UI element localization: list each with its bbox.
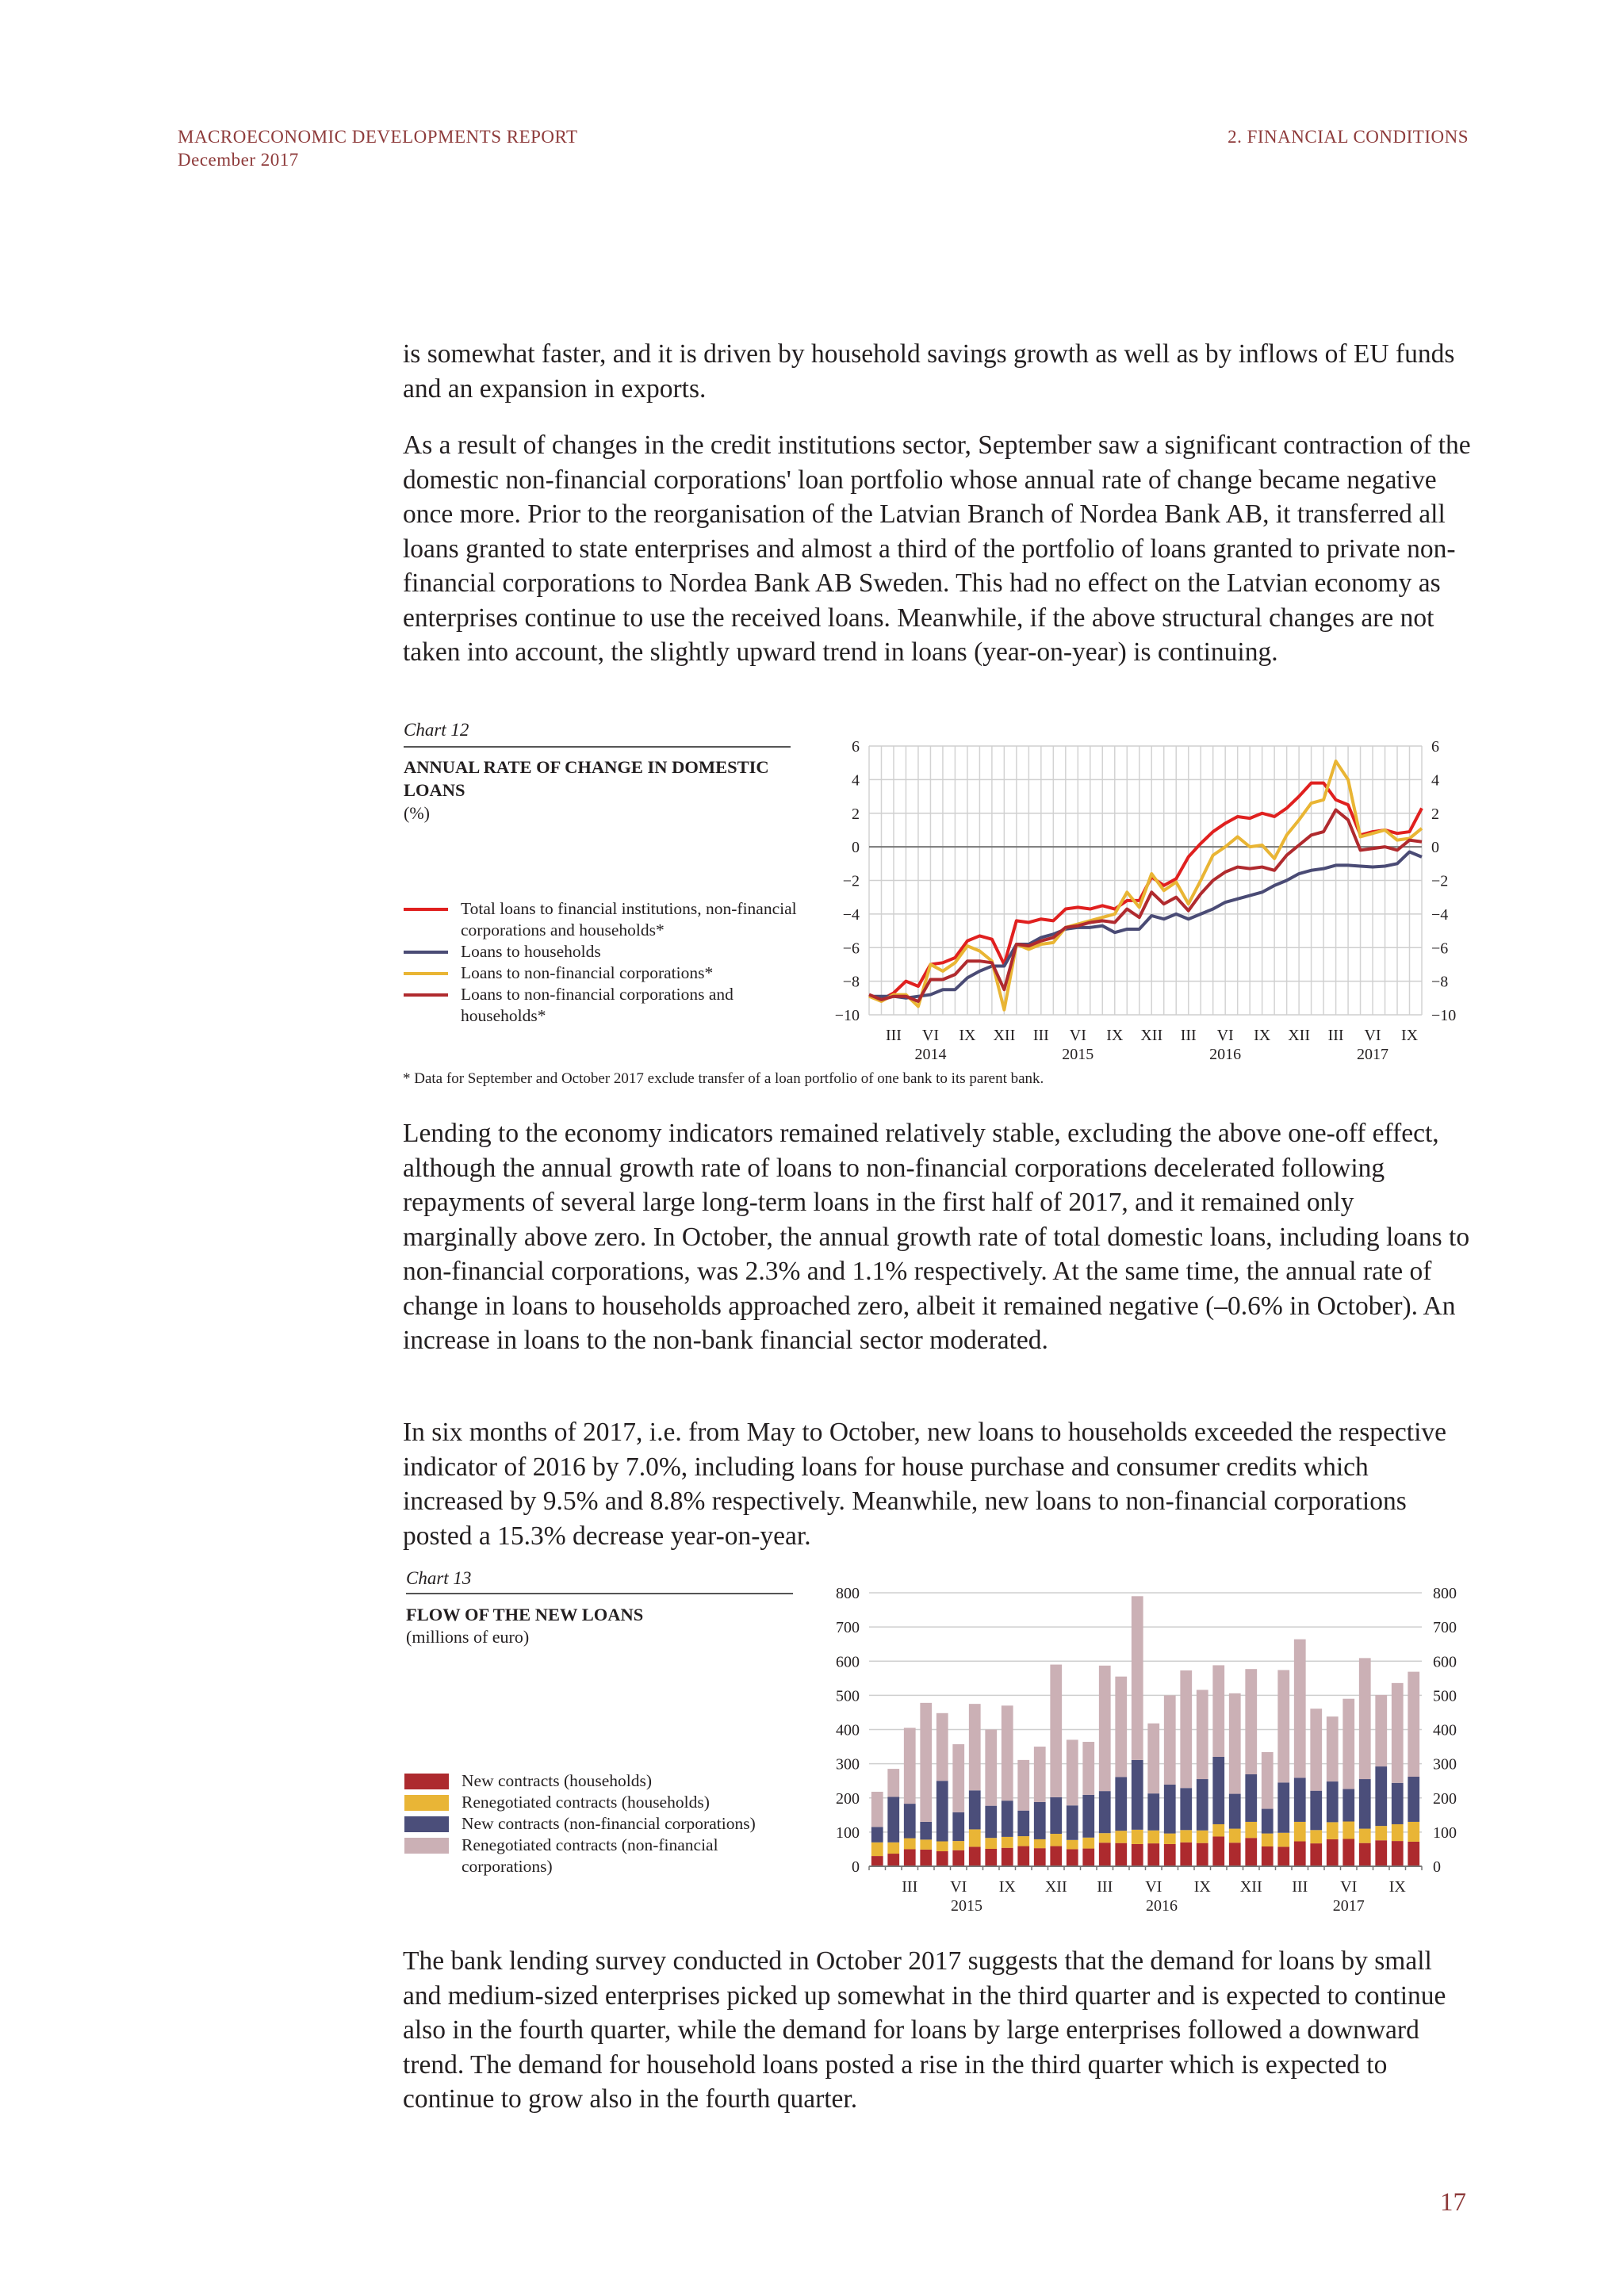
paragraph: is somewhat faster, and it is driven by household savings growth as well as by inflows of EU funds and an expansion in exports. <box>403 339 1455 404</box>
y-tick-label-right: −2 <box>1431 872 1449 890</box>
x-tick-label: IX <box>1400 1027 1419 1044</box>
x-tick-label: XII <box>1288 1027 1310 1044</box>
legend-swatch <box>404 908 448 911</box>
bar-segment <box>1050 1665 1062 1797</box>
paragraph: Lending to the economy indicators remained relatively stable, excluding the above one-off effect, although the annual growth rate of loans to non-financial corporations decelerated following repayments of several large long-term loans in the first half of 2017, and it remained only marginally above zero. In October, the annual growth rate of total domestic loans, including loans to non-financial corporations, was 2.3% and 1.1% respectively. At the same time, the annual rate of change in loans to households approached zero, albeit it remained negative (–0.6% in October). An increase in loans to the non-bank financial sector moderated. <box>403 1119 1470 1355</box>
legend-label: Total loans to financial institutions, non-financial corporations and households* <box>461 899 797 939</box>
bar-segment <box>1408 1777 1419 1822</box>
y-tick-label-right: −6 <box>1431 939 1449 958</box>
y-tick-label-left: −6 <box>842 939 860 958</box>
chart-13-title: FLOW OF THE NEW LOANS <box>406 1605 644 1624</box>
x-tick-label: III <box>885 1027 902 1044</box>
bar-segment <box>952 1841 964 1850</box>
chart-12-footnote: * Data for September and October 2017 exclude transfer of a loan portfolio of one bank to its parent bank. <box>403 1070 1044 1087</box>
x-tick-label: XII <box>993 1027 1016 1044</box>
bar-segment <box>1034 1802 1046 1839</box>
x-tick-label: III <box>1032 1027 1049 1044</box>
bar-segment <box>1197 1831 1208 1843</box>
bar-segment <box>1164 1834 1176 1844</box>
bar-segment <box>1294 1842 1306 1866</box>
x-tick-label: IX <box>1193 1878 1211 1896</box>
bar-segment <box>1359 1779 1371 1829</box>
y-tick-label-right: 600 <box>1433 1653 1457 1671</box>
bar-segment <box>1017 1836 1029 1846</box>
bar-segment <box>904 1804 916 1839</box>
legend-swatch <box>404 951 448 954</box>
y-tick-label-left: 400 <box>836 1721 860 1739</box>
bar-segment <box>1132 1844 1143 1866</box>
bar-segment <box>887 1797 899 1842</box>
legend-item <box>404 898 800 941</box>
bar-segment <box>1392 1824 1404 1841</box>
bar-segment <box>1310 1709 1322 1791</box>
bar-segment <box>1392 1841 1404 1866</box>
y-tick-label-right: 100 <box>1433 1823 1457 1842</box>
bar-segment <box>920 1822 932 1839</box>
bar-segment <box>1099 1666 1111 1791</box>
bar-segment <box>1359 1843 1371 1866</box>
y-tick-label-left: −8 <box>842 973 860 991</box>
legend-label: Renegotiated contracts (non-financial corporations) <box>462 1835 718 1876</box>
bar-segment <box>1115 1777 1127 1831</box>
y-tick-label-left: −2 <box>842 872 860 890</box>
y-tick-label-right: 0 <box>1433 1858 1441 1876</box>
y-tick-label-left: −4 <box>842 905 860 924</box>
bar-segment <box>1408 1672 1419 1777</box>
chart-13-plot <box>825 1578 1475 1927</box>
bar-segment <box>1310 1791 1322 1831</box>
bar-segment <box>1245 1774 1257 1822</box>
x-tick-label: VI <box>1069 1027 1086 1044</box>
legend-label: New contracts (non-financial corporations) <box>462 1814 756 1833</box>
bar-segment <box>1408 1822 1419 1842</box>
x-tick-label: III <box>1292 1878 1308 1896</box>
bar-segment <box>969 1704 981 1790</box>
bar-segment <box>1375 1766 1387 1826</box>
bar-segment <box>1067 1805 1078 1840</box>
report-title <box>178 125 578 171</box>
bar-segment <box>1277 1846 1289 1866</box>
bar-segment <box>1050 1797 1062 1834</box>
y-tick-label-left: 500 <box>836 1687 860 1705</box>
x-tick-label: IX <box>1254 1027 1271 1044</box>
bar-segment <box>1115 1677 1127 1777</box>
bar-segment <box>920 1839 932 1850</box>
bar-segment <box>887 1843 899 1854</box>
chart-12-plot <box>825 729 1475 1070</box>
bar-segment <box>1342 1839 1354 1867</box>
report-date: December 2017 <box>178 150 299 170</box>
bar-segment <box>1277 1833 1289 1847</box>
x-tick-label: VI <box>1145 1878 1162 1896</box>
bar-segment <box>1294 1822 1306 1842</box>
bar-segment <box>1180 1843 1192 1866</box>
bar-segment <box>920 1703 932 1822</box>
bar-segment <box>1262 1846 1274 1866</box>
bar-segment <box>1147 1724 1159 1793</box>
bar-segment <box>1034 1848 1046 1866</box>
legend-swatch <box>404 993 448 997</box>
x-tick-label: III <box>902 1878 918 1896</box>
bar-segment <box>1034 1747 1046 1802</box>
bar-segment <box>952 1744 964 1812</box>
bar-segment <box>1342 1822 1354 1839</box>
bar-segment <box>920 1850 932 1866</box>
x-tick-label: VI <box>950 1878 967 1896</box>
bar-segment <box>1212 1665 1224 1757</box>
bar-segment <box>1408 1842 1419 1866</box>
legend-item <box>404 1792 801 1813</box>
x-tick-label: III <box>1327 1027 1344 1044</box>
bar-segment <box>985 1806 997 1839</box>
bar-segment <box>969 1829 981 1846</box>
bar-segment <box>985 1730 997 1806</box>
bar-segment <box>1132 1760 1143 1830</box>
legend-item <box>404 1770 801 1792</box>
y-tick-label-left: 4 <box>852 771 860 790</box>
bar-segment <box>1067 1840 1078 1850</box>
bar-segment <box>1212 1824 1224 1837</box>
bar-segment <box>1310 1830 1322 1843</box>
bar-segment <box>936 1713 948 1781</box>
y-tick-label-right: 0 <box>1431 839 1439 857</box>
bar-segment <box>1147 1793 1159 1831</box>
y-tick-label-right: 700 <box>1433 1619 1457 1637</box>
year-label: 2014 <box>914 1046 947 1063</box>
legend-label: New contracts (households) <box>462 1771 653 1790</box>
bar-segment <box>1277 1670 1289 1782</box>
bar-segment <box>1082 1795 1094 1838</box>
y-tick-label-left: 300 <box>836 1755 860 1774</box>
bar-segment <box>1327 1822 1339 1839</box>
bar-segment <box>1147 1831 1159 1843</box>
page-number: 17 <box>1440 2188 1466 2217</box>
bar-segment <box>1164 1785 1176 1834</box>
bar-segment <box>1245 1669 1257 1774</box>
bar-segment <box>1229 1794 1241 1829</box>
bar-segment <box>1099 1791 1111 1833</box>
bar-segment <box>1212 1757 1224 1824</box>
bar-segment <box>1229 1693 1241 1794</box>
y-tick-label-right: 800 <box>1433 1585 1457 1602</box>
bar-segment <box>985 1838 997 1849</box>
chart-12-rule <box>404 746 791 748</box>
year-label: 2015 <box>951 1897 982 1915</box>
bar-segment <box>871 1843 883 1856</box>
y-tick-label-right: 4 <box>1431 771 1439 790</box>
legend-item <box>404 962 800 984</box>
legend-item <box>404 941 800 962</box>
bar-segment <box>1310 1843 1322 1866</box>
bar-segment <box>1180 1830 1192 1843</box>
y-tick-label-right: 400 <box>1433 1721 1457 1739</box>
y-tick-label-right: 6 <box>1431 738 1439 756</box>
bar-segment <box>1082 1849 1094 1866</box>
legend-item <box>404 1835 801 1877</box>
chart-12-legend <box>404 898 800 1027</box>
y-tick-label-left: 0 <box>852 1858 860 1876</box>
report-title-text: MACROECONOMIC DEVELOPMENTS REPORT <box>178 127 578 147</box>
bar-segment <box>1375 1840 1387 1866</box>
y-tick-label-left: 200 <box>836 1789 860 1808</box>
paragraph: In six months of 2017, i.e. from May to October, new loans to households exceeded the respective indicator of 2016 by 7.0%, including loans for house purchase and consumer credits which increased by 9.5% and 8.8% respectively. Meanwhile, new loans to non-financial corporations posted a 15.3% decrease year-on-year. <box>403 1418 1447 1551</box>
x-tick-label: III <box>1097 1878 1113 1896</box>
bar-segment <box>887 1854 899 1866</box>
bar-segment <box>1327 1781 1339 1822</box>
bar-segment <box>1067 1739 1078 1805</box>
bar-segment <box>952 1812 964 1841</box>
x-tick-label: VI <box>921 1027 939 1044</box>
x-tick-label: XII <box>1239 1878 1262 1896</box>
y-tick-label-left: 6 <box>852 738 860 756</box>
x-tick-label: XII <box>1140 1027 1163 1044</box>
chart-12-title: ANNUAL RATE OF CHANGE IN DOMESTIC LOANS <box>404 757 769 800</box>
x-tick-label: XII <box>1044 1878 1067 1896</box>
y-tick-label-right: 2 <box>1431 805 1439 823</box>
year-label: 2017 <box>1357 1046 1389 1063</box>
legend-swatch <box>404 972 448 975</box>
bar-segment <box>1262 1752 1274 1809</box>
bar-segment <box>1262 1809 1274 1834</box>
bar-segment <box>952 1850 964 1866</box>
bar-segment <box>936 1781 948 1841</box>
chart-12-label: Chart 12 <box>404 720 469 740</box>
bar-segment <box>1132 1830 1143 1844</box>
x-tick-label: IX <box>959 1027 976 1044</box>
legend-swatch <box>404 1774 449 1789</box>
bar-segment <box>1197 1689 1208 1779</box>
bar-segment <box>1197 1843 1208 1866</box>
bar-segment <box>871 1827 883 1842</box>
y-tick-label-right: −4 <box>1431 905 1449 924</box>
paragraph: As a result of changes in the credit institutions sector, September saw a significant contraction of the domestic non-financial corporations' loan portfolio whose annual rate of change became negative once more. Prior to the reorganisation of the Latvian Branch of Nordea Bank AB, it transferred all loans granted to state enterprises and almost a third of the portfolio of loans granted to private non-financial corporations to Nordea Bank AB Sweden. This had no effect on the Latvian economy as enterprises continue to use the received loans. Meanwhile, if the above structural changes are not taken into account, the slightly upward trend in loans (year-on-year) is continuing. <box>403 430 1471 667</box>
bar-segment <box>1002 1705 1013 1800</box>
bar-segment <box>1245 1838 1257 1866</box>
y-tick-label-right: 500 <box>1433 1687 1457 1705</box>
x-tick-label: VI <box>1364 1027 1381 1044</box>
y-tick-label-right: 200 <box>1433 1789 1457 1808</box>
chart-13-unit: (millions of euro) <box>406 1627 530 1647</box>
bar-segment <box>1375 1826 1387 1840</box>
bar-segment <box>1359 1658 1371 1779</box>
chart-12-unit: (%) <box>404 803 430 823</box>
bar-segment <box>904 1839 916 1850</box>
bar-segment <box>1099 1833 1111 1843</box>
bar-segment <box>904 1849 916 1866</box>
y-tick-label-right: −10 <box>1431 1007 1457 1024</box>
bar-segment <box>1164 1844 1176 1866</box>
x-tick-label: IX <box>1388 1878 1406 1896</box>
bar-segment <box>1229 1829 1241 1843</box>
bar-segment <box>904 1728 916 1804</box>
x-tick-label: VI <box>1340 1878 1358 1896</box>
legend-swatch <box>404 1795 449 1811</box>
section-title: 2. FINANCIAL CONDITIONS <box>1228 127 1469 147</box>
bar-segment <box>936 1851 948 1866</box>
legend-swatch <box>404 1838 449 1854</box>
bar-segment <box>871 1856 883 1866</box>
bar-segment <box>969 1790 981 1829</box>
bar-segment <box>936 1842 948 1852</box>
bar-segment <box>1034 1839 1046 1848</box>
year-label: 2017 <box>1332 1897 1365 1915</box>
bar-segment <box>1002 1848 1013 1866</box>
bar-segment <box>1050 1834 1062 1846</box>
bar-segment <box>1180 1788 1192 1830</box>
chart-13-rule <box>406 1593 793 1594</box>
paragraph: The bank lending survey conducted in October 2017 suggests that the demand for loans by small and medium-sized enterprises picked up somewhat in the third quarter and is expected to continue also in the fourth quarter, while the demand for loans by large enterprises followed a downward trend. The demand for household loans posted a rise in the third quarter which is expected to continue to grow also in the fourth quarter. <box>403 1946 1446 2114</box>
x-tick-label: III <box>1180 1027 1197 1044</box>
bar-segment <box>1017 1760 1029 1811</box>
legend-item <box>404 1813 801 1835</box>
bar-segment <box>1229 1843 1241 1866</box>
bar-segment <box>1099 1843 1111 1866</box>
bar-segment <box>1017 1846 1029 1866</box>
bar-segment <box>985 1849 997 1866</box>
bar-segment <box>1115 1843 1127 1866</box>
bar-segment <box>1262 1834 1274 1846</box>
bar-segment <box>1147 1843 1159 1866</box>
bar-segment <box>1342 1699 1354 1789</box>
chart-13-legend <box>404 1770 801 1877</box>
y-tick-label-left: 700 <box>836 1619 860 1637</box>
series-line <box>869 810 1422 1002</box>
bar-segment <box>1132 1596 1143 1760</box>
legend-label: Loans to non-financial corporations* <box>461 963 714 982</box>
bar-segment <box>1359 1829 1371 1843</box>
x-tick-label: IX <box>1106 1027 1124 1044</box>
bar-segment <box>969 1846 981 1866</box>
legend-label: Renegotiated contracts (households) <box>462 1793 710 1812</box>
chart-13-label: Chart 13 <box>406 1568 472 1588</box>
bar-segment <box>1002 1800 1013 1837</box>
legend-label: Loans to non-financial corporations and households* <box>461 985 733 1025</box>
bar-segment <box>1115 1831 1127 1843</box>
y-tick-label-left: 2 <box>852 805 860 823</box>
y-tick-label-right: 300 <box>1433 1755 1457 1774</box>
y-tick-label-left: 600 <box>836 1653 860 1671</box>
bar-segment <box>871 1792 883 1827</box>
legend-item <box>404 984 800 1027</box>
bar-segment <box>1082 1742 1094 1795</box>
bar-segment <box>1392 1683 1404 1783</box>
bar-segment <box>1082 1838 1094 1849</box>
bar-segment <box>1327 1716 1339 1781</box>
y-tick-label-left: −10 <box>834 1007 860 1024</box>
legend-label: Loans to households <box>461 942 601 961</box>
bar-segment <box>1245 1822 1257 1838</box>
x-tick-label: IX <box>998 1878 1016 1896</box>
y-tick-label-left: 0 <box>852 839 860 857</box>
bar-segment <box>1294 1640 1306 1778</box>
bar-segment <box>1067 1849 1078 1866</box>
bar-segment <box>1164 1695 1176 1785</box>
year-label: 2015 <box>1062 1046 1094 1063</box>
year-label: 2016 <box>1146 1897 1178 1915</box>
bar-segment <box>1050 1846 1062 1866</box>
bar-segment <box>1197 1779 1208 1831</box>
bar-segment <box>1180 1670 1192 1788</box>
year-label: 2016 <box>1209 1046 1242 1063</box>
bar-segment <box>1294 1777 1306 1822</box>
bar-segment <box>1375 1695 1387 1766</box>
bar-segment <box>1342 1789 1354 1822</box>
x-tick-label: VI <box>1216 1027 1234 1044</box>
bar-segment <box>1212 1836 1224 1866</box>
bar-segment <box>1327 1839 1339 1866</box>
bar-segment <box>1017 1811 1029 1836</box>
bar-segment <box>1392 1783 1404 1824</box>
legend-swatch <box>404 1816 449 1832</box>
bar-segment <box>1002 1837 1013 1848</box>
bar-segment <box>887 1769 899 1797</box>
y-tick-label-left: 800 <box>836 1585 860 1602</box>
bar-segment <box>1277 1782 1289 1832</box>
y-tick-label-right: −8 <box>1431 973 1449 991</box>
y-tick-label-left: 100 <box>836 1823 860 1842</box>
